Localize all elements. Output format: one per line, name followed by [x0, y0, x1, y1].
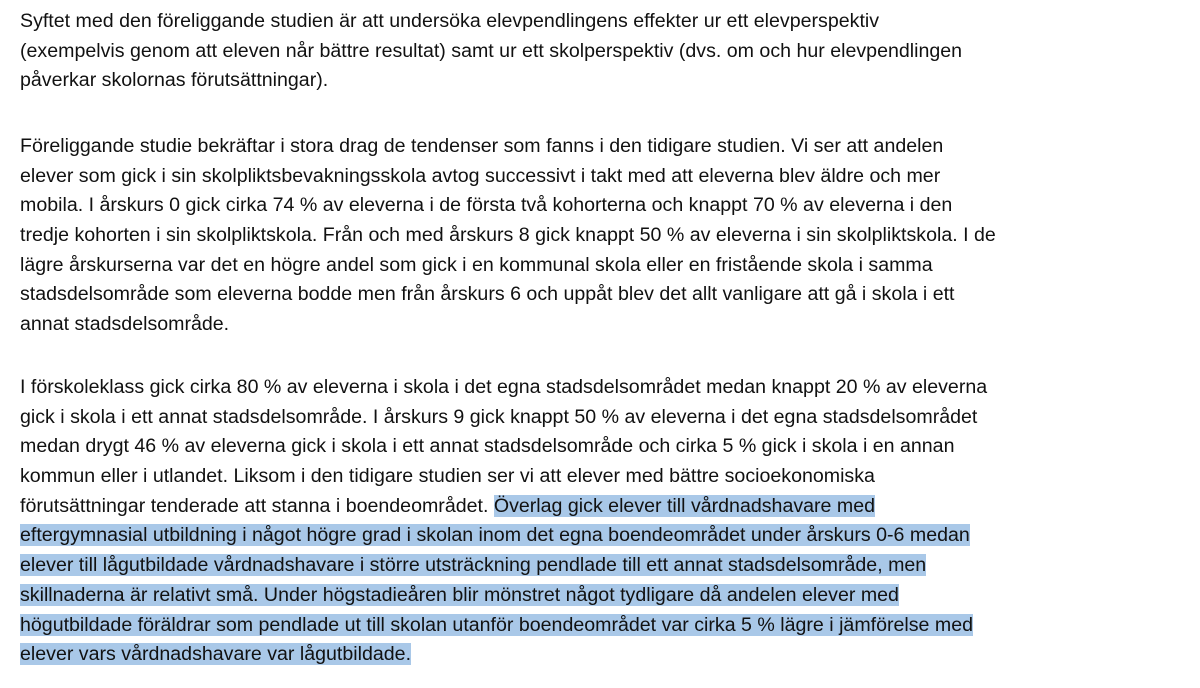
text-line: gick i skola i ett annat stadsdelsområde. I årskurs 9 gick knappt 50 % av eleverna i det egna stadsdelsområdet: [20, 405, 978, 428]
text-line-selected: [20, 581, 1190, 611]
selected-text[interactable]: högutbildade föräldrar som pendlade ut till skolan utanför boendeområdet var cirka 5 % lägre i jämförelse med: [20, 613, 974, 636]
text-line: (exempelvis genom att eleven når bättre resultat) samt ur ett skolperspektiv (dvs. om och hur elevpendlingen: [20, 39, 963, 62]
text-line-selected: [20, 640, 1190, 670]
paragraph-commuting[interactable]: [20, 373, 1190, 670]
text-line: elever som gick i sin skolpliktsbevakningsskola avtog successivt i takt med att eleverna blev äldre och mer: [20, 164, 941, 187]
text-line: tredje kohorten i sin skolpliktskola. Från och med årskurs 8 gick knappt 50 % av eleverna i sin skolpliktskola. I de: [20, 224, 996, 247]
selected-text[interactable]: elever till lågutbildade vårdnadshavare i större utsträckning pendlade till ett annat stadsdelsområde, men: [20, 554, 927, 577]
paragraph-purpose[interactable]: [20, 7, 1190, 96]
selected-text[interactable]: skillnaderna är relativt små. Under högstadieåren blir mönstret något tydligare då andelen elever med: [20, 583, 899, 606]
text-line-selected: [20, 611, 1190, 641]
selected-text[interactable]: eftergymnasial utbildning i något högre grad i skolan inom det egna boendeområdet under årskurs 0-6 medan: [20, 524, 970, 547]
selected-text[interactable]: Överlag gick elever till vårdnadshavare med: [493, 494, 876, 517]
text-line: Föreliggande studie bekräftar i stora drag de tendenser som fanns i den tidigare studien. Vi ser att andelen: [20, 135, 944, 157]
text-line: medan drygt 46 % av eleverna gick i skola i ett annat stadsdelsområde och cirka 5 % gick i skola i en annan: [20, 435, 955, 458]
text-line: lägre årskurserna var det en högre andel som gick i en kommunal skola eller en fristående skola i samma: [20, 253, 933, 276]
text-line: Syftet med den föreliggande studien är att undersöka elevpendlingens effekter ur ett elevperspektiv: [20, 10, 880, 32]
selected-text[interactable]: elever vars vårdnadshavare var lågutbildade.: [20, 643, 412, 666]
text-line: annat stadsdelsområde.: [20, 313, 230, 336]
text-line: kommun eller i utlandet. Liksom i den tidigare studien ser vi att elever med bättre socioekonomiska: [20, 465, 875, 488]
text-line: stadsdelsområde som eleverna bodde men från årskurs 6 och uppåt blev det allt vanligare att gå i skola i ett: [20, 283, 955, 306]
text-line: mobila. I årskurs 0 gick cirka 74 % av eleverna i de första två kohorterna och knappt 70 % av eleverna i den: [20, 194, 953, 217]
text-line-mixed: [20, 492, 1190, 522]
text-line: I förskoleklass gick cirka 80 % av eleverna i skola i det egna stadsdelsområdet medan knappt 20 % av eleverna: [20, 376, 988, 398]
text-line-selected: [20, 551, 1190, 581]
text-line: påverkar skolornas förutsättningar).: [20, 69, 329, 92]
text-line-selected: [20, 521, 1190, 551]
paragraph-findings[interactable]: [20, 132, 1190, 340]
unselected-text: förutsättningar tenderade att stanna i boendeområdet.: [20, 494, 494, 517]
